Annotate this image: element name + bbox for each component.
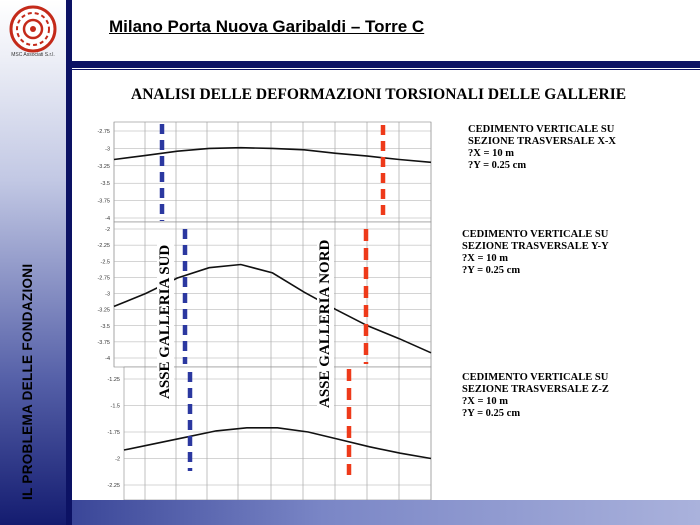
panel-2-tick-label-1: -1.5 [110, 403, 120, 410]
section-x-dx: ?X = 10 m [468, 148, 514, 159]
panel-1-tick-label-4: -3 [105, 291, 110, 298]
panel-0-tick-label-4: -3.75 [97, 198, 110, 205]
section-z-dy: ?Y = 0.25 cm [462, 408, 521, 419]
slide-title: ANALISI DELLE DEFORMAZIONI TORSIONALI DELLE GALLERIE [131, 86, 627, 103]
asse-galleria-nord-label: ASSE GALLERIA NORD [317, 237, 334, 411]
chart-area [81, 119, 658, 500]
header-divider [72, 61, 700, 68]
panel-1-tick-label-8: -4 [105, 356, 110, 362]
panel-1-tick-label-5: -3.25 [97, 307, 110, 314]
section-y-subtitle: SEZIONE TRASVERSALE Y-Y [462, 241, 609, 252]
panel-1-tick-label-6: -3.5 [100, 323, 110, 330]
asse-galleria-sud-label: ASSE GALLERIA SUD [157, 242, 174, 402]
section-y-dx: ?X = 10 m [462, 253, 508, 264]
page-title: Milano Porta Nuova Garibaldi – Torre C [109, 17, 425, 36]
panel-0-tick-label-1: -3 [105, 146, 110, 153]
sidebar-title: IL PROBLEMA DELLE FONDAZIONI [20, 263, 35, 500]
panel-1-tick-label-1: -2.25 [97, 243, 110, 250]
section-z-subtitle: SEZIONE TRASVERSALE Z-Z [462, 384, 609, 395]
section-y-dy: ?Y = 0.25 cm [462, 265, 521, 276]
sidebar-border [66, 0, 72, 525]
panel-0-tick-label-2: -3.25 [97, 163, 110, 170]
section-x-dy: ?Y = 0.25 cm [468, 160, 527, 171]
panel-2-tick-label-4: -2.25 [107, 483, 120, 489]
section-x-subtitle: SEZIONE TRASVERSALE X-X [468, 136, 617, 147]
section-x-label [468, 124, 616, 172]
panel-2-tick-label-2: -1.75 [107, 430, 120, 436]
panel-0-tick-label-5: -4 [105, 216, 110, 222]
section-y-title: CEDIMENTO VERTICALE SU [462, 229, 609, 240]
panel-1-tick-label-7: -3.75 [97, 339, 110, 346]
section-z-title: CEDIMENTO VERTICALE SU [462, 372, 609, 383]
panel-1-tick-label-2: -2.5 [100, 259, 110, 266]
logo-caption: MSC Associati S.r.l. [11, 52, 55, 58]
footer-band [72, 500, 700, 525]
panel-2-tick-label-0: -1.25 [107, 377, 120, 383]
section-y-label [462, 229, 609, 277]
panel-1-tick-label-3: -2.75 [97, 275, 110, 282]
panel-2-tick-label-3: -2 [115, 456, 120, 463]
section-z-label [462, 372, 609, 420]
panel-0-tick-label-3: -3.5 [100, 181, 110, 188]
panel-0-tick-label-0: -2.75 [97, 129, 110, 135]
section-x-title: CEDIMENTO VERTICALE SU [468, 124, 615, 135]
section-z-dx: ?X = 10 m [462, 396, 508, 407]
panel-1-tick-label-0: -2 [105, 227, 110, 233]
header-divider-thin [72, 69, 700, 70]
